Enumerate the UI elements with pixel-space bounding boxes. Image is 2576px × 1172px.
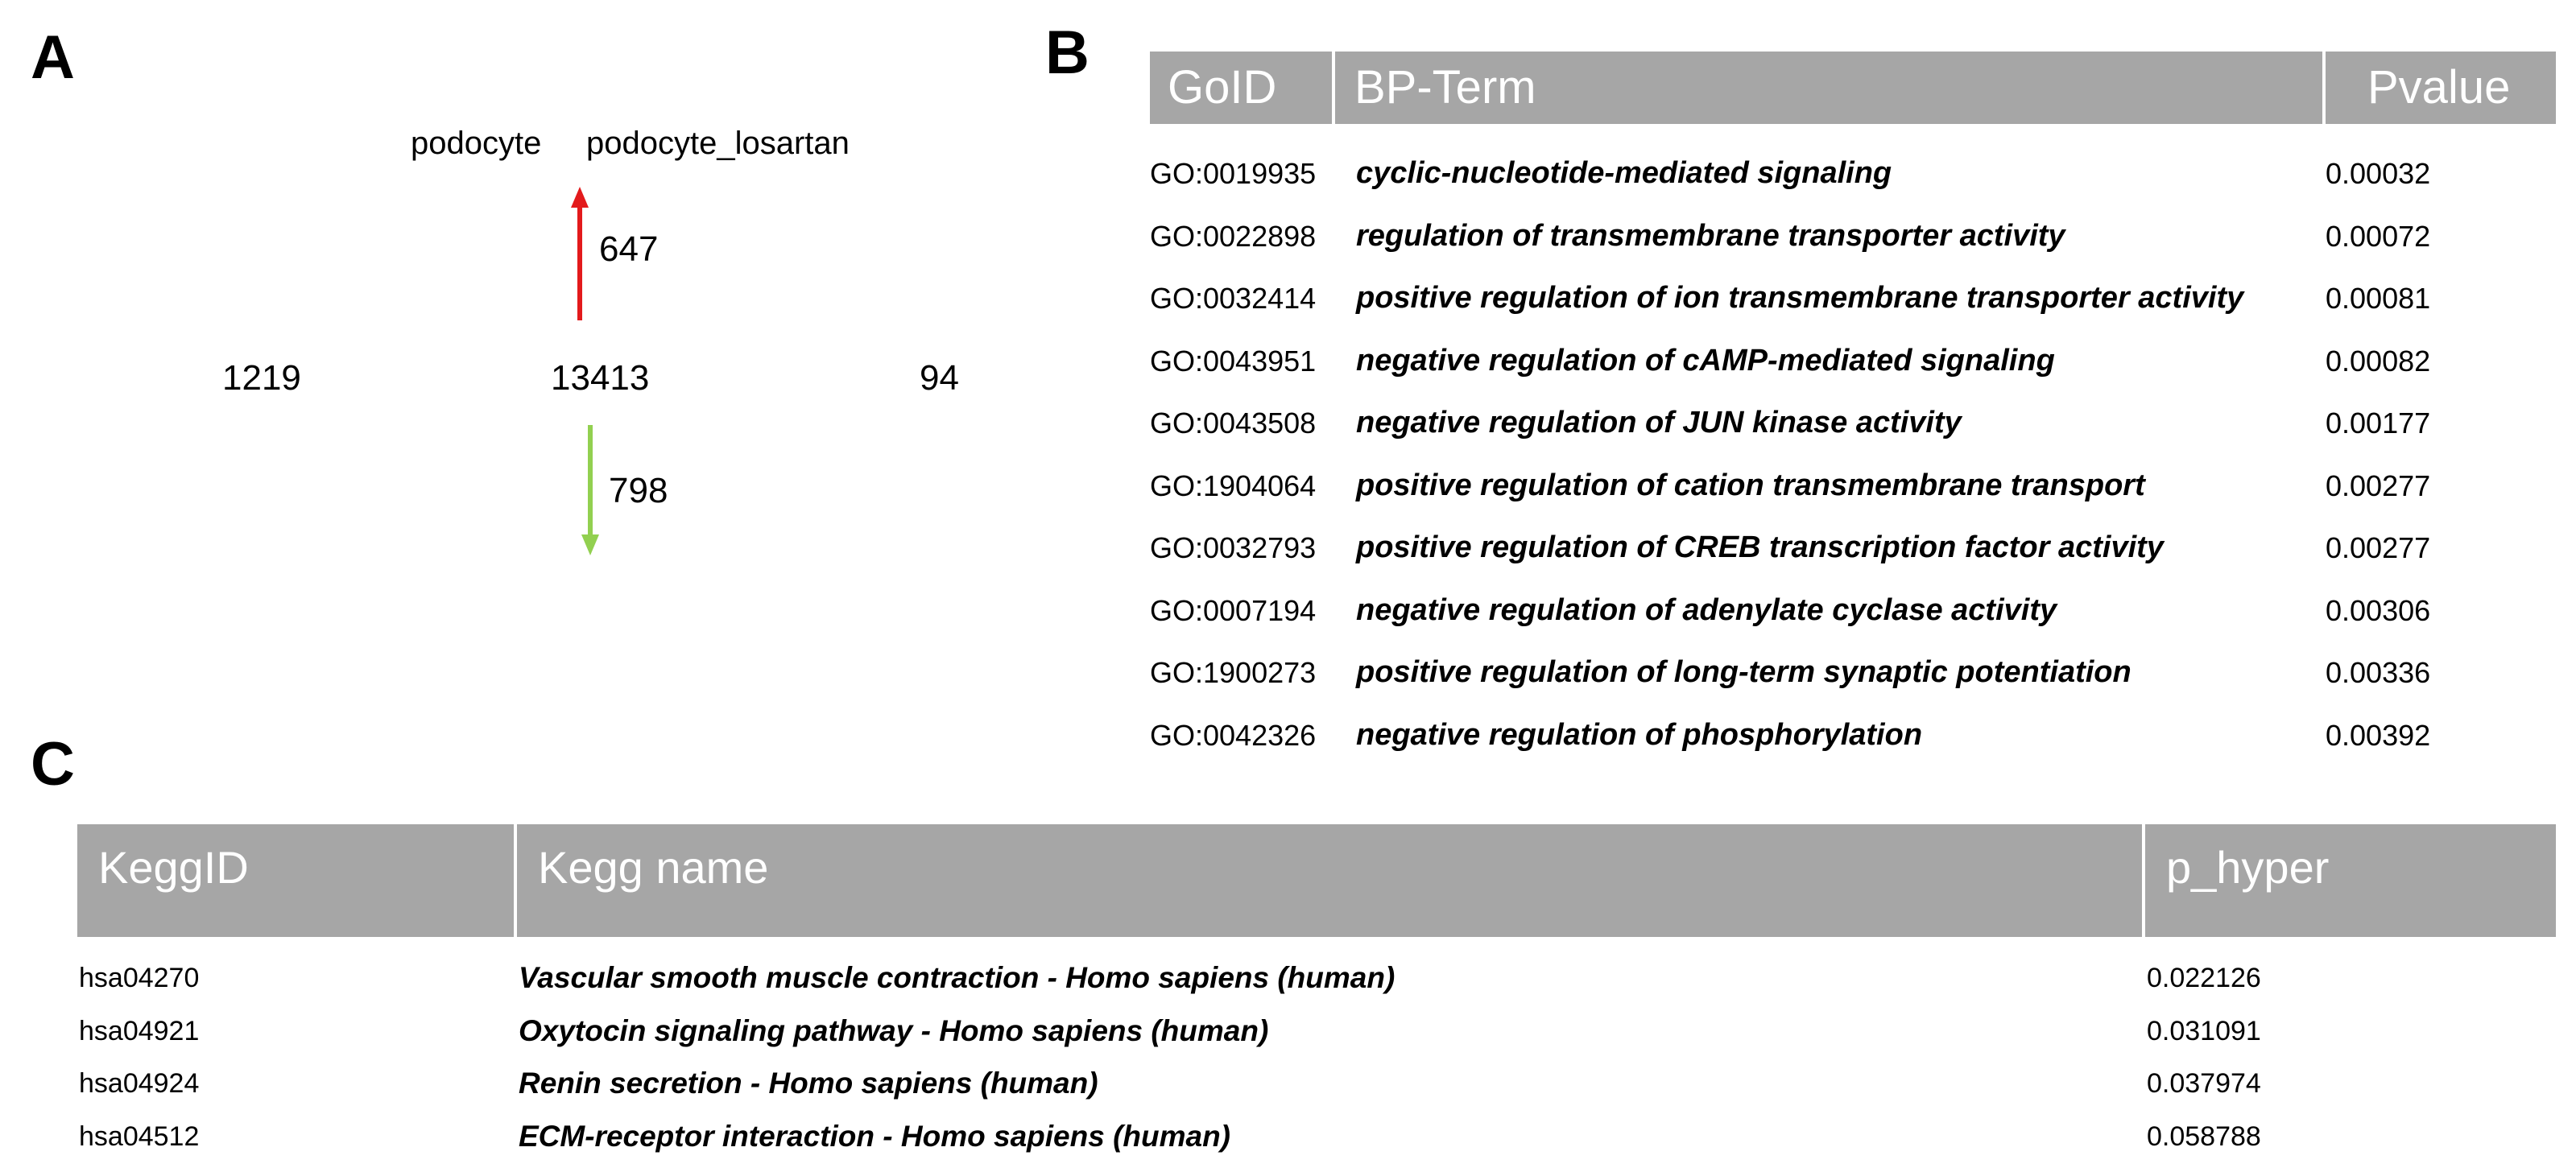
go-row-term: cyclic-nucleotide-mediated signaling — [1356, 156, 1892, 190]
up-arrow-head — [571, 187, 589, 208]
panel-label-b: B — [1045, 19, 1090, 87]
kegg-row-p: 0.031091 — [2147, 1016, 2261, 1046]
go-row-pvalue: 0.00392 — [2326, 719, 2431, 752]
down-arrow-head — [581, 534, 599, 555]
go-row-id: GO:0032414 — [1150, 282, 1317, 315]
go-row-id: GO:1904064 — [1150, 469, 1317, 502]
go-row-id: GO:0043508 — [1150, 406, 1317, 440]
panel-label-a: A — [31, 23, 75, 92]
go-row-term: regulation of transmembrane transporter activity — [1356, 219, 2065, 253]
kegg-header-id: KeggID — [77, 824, 514, 937]
right-count: 94 — [920, 358, 959, 398]
go-row-id: GO:0032793 — [1150, 531, 1317, 564]
arrows-svg — [0, 0, 1031, 580]
go-row-term: positive regulation of long-term synaptic potentiation — [1356, 655, 2132, 689]
go-row-term: negative regulation of JUN kinase activity — [1356, 406, 1962, 440]
go-row-id: GO:0019935 — [1150, 157, 1317, 190]
up-count: 647 — [599, 229, 659, 269]
go-header-id: GoID — [1150, 52, 1332, 124]
go-row-term: positive regulation of ion transmembrane transporter activity — [1356, 281, 2244, 315]
kegg-header-name: Kegg name — [517, 824, 2142, 937]
go-row-pvalue: 0.00081 — [2326, 282, 2431, 315]
down-count: 798 — [609, 471, 668, 510]
group-label-podocyte: podocyte — [411, 126, 542, 161]
left-count: 1219 — [222, 358, 301, 398]
go-row-pvalue: 0.00277 — [2326, 531, 2431, 564]
go-row-id: GO:1900273 — [1150, 656, 1317, 689]
go-row-pvalue: 0.00072 — [2326, 220, 2431, 253]
kegg-row-id: hsa04924 — [79, 1068, 200, 1099]
kegg-row-p: 0.058788 — [2147, 1121, 2261, 1152]
go-row-pvalue: 0.00032 — [2326, 157, 2431, 190]
go-row-id: GO:0022898 — [1150, 220, 1317, 253]
go-row-term: negative regulation of cAMP-mediated signaling — [1356, 344, 2055, 378]
go-row-pvalue: 0.00277 — [2326, 469, 2431, 502]
kegg-header-p: p_hyper — [2145, 824, 2556, 937]
kegg-row-name: Renin secretion - Homo sapiens (human) — [519, 1067, 1098, 1100]
panel-label-c: C — [31, 730, 75, 799]
go-row-term: negative regulation of phosphorylation — [1356, 718, 1923, 752]
go-row-pvalue: 0.00082 — [2326, 345, 2431, 378]
kegg-row-name: Vascular smooth muscle contraction - Homo sapiens (human) — [519, 961, 1396, 994]
kegg-row-p: 0.037974 — [2147, 1068, 2261, 1099]
kegg-row-id: hsa04270 — [79, 963, 200, 993]
go-row-term: positive regulation of CREB transcription factor activity — [1356, 530, 2164, 564]
group-label-podocyte-losartan: podocyte_losartan — [586, 126, 850, 161]
go-row-id: GO:0043951 — [1150, 345, 1317, 378]
center-count: 13413 — [551, 358, 650, 398]
kegg-row-name: Oxytocin signaling pathway - Homo sapiens (human) — [519, 1014, 1269, 1047]
go-row-term: negative regulation of adenylate cyclase activity — [1356, 593, 2057, 627]
go-header-pvalue: Pvalue — [2326, 52, 2556, 124]
kegg-row-name: ECM-receptor interaction - Homo sapiens (human) — [519, 1120, 1230, 1153]
go-row-id: GO:0042326 — [1150, 719, 1317, 752]
go-row-pvalue: 0.00177 — [2326, 406, 2431, 440]
kegg-row-p: 0.022126 — [2147, 963, 2261, 993]
go-header-term: BP-Term — [1335, 52, 2322, 124]
go-row-term: positive regulation of cation transmembrane transport — [1356, 468, 2145, 502]
go-row-pvalue: 0.00336 — [2326, 656, 2431, 689]
go-row-id: GO:0007194 — [1150, 594, 1317, 627]
go-row-pvalue: 0.00306 — [2326, 594, 2431, 627]
kegg-row-id: hsa04512 — [79, 1121, 200, 1152]
kegg-row-id: hsa04921 — [79, 1016, 200, 1046]
